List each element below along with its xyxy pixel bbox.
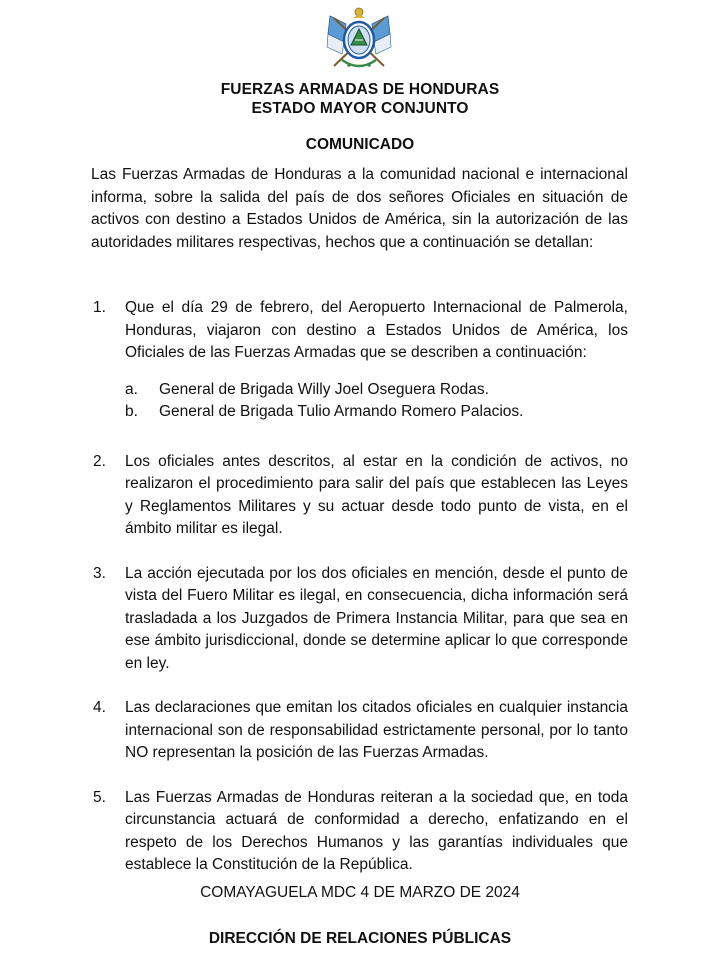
item-text: Las Fuerzas Armadas de Honduras reiteran a la sociedad que, en toda circunstancia actuará de conformidad a derecho, enfatizando en el respeto de los Derechos Humanos y las garantías individuales que establece la Constitución de la República.	[125, 788, 628, 873]
item-number: 4.	[93, 699, 106, 716]
org-title: FUERZAS ARMADAS DE HONDURAS	[220, 81, 500, 98]
sub-item-text: General de Brigada Willy Joel Oseguera Rodas.	[159, 380, 489, 398]
item-text: Las declaraciones que emitan los citados oficiales en cualquier instancia internacional son de responsabilidad estrictamente personal, por lo tanto NO representan la posición de las Fuerzas Armadas.	[125, 699, 628, 761]
sub-list	[125, 379, 628, 423]
sub-list-item	[125, 379, 628, 401]
document-heading: COMUNICADO	[305, 136, 415, 153]
item-number: 5.	[93, 788, 106, 806]
list-item	[91, 563, 628, 676]
numbered-list	[91, 297, 628, 877]
sub-item-letter: a.	[125, 380, 138, 398]
signature: DIRECCIÓN DE RELACIONES PÚBLICAS	[208, 930, 512, 947]
item-number: 1.	[93, 299, 106, 316]
place-date: COMAYAGUELA MDC 4 DE MARZO DE 2024	[200, 884, 520, 901]
list-item	[91, 451, 628, 541]
sub-item-letter: b.	[125, 402, 138, 420]
intro-paragraph: Las Fuerzas Armadas de Honduras a la comunidad nacional e internacional informa, sobre la salida del país de dos señores Oficiales en situación de activos con destino a Estados Unidos de América, sin la autorización de las autoridades militares respectivas, hechos que a continuación se detallan:	[91, 166, 628, 251]
org-subtitle: ESTADO MAYOR CONJUNTO	[251, 100, 469, 117]
item-number: 3.	[93, 564, 106, 582]
sub-list-item	[125, 401, 628, 423]
emblem-icon	[324, 4, 394, 74]
coat-of-arms-icon	[324, 4, 394, 74]
item-number: 2.	[93, 452, 106, 470]
item-text: La acción ejecutada por los dos oficiales en mención, desde el punto de vista del Fuero Militar es ilegal, en consecuencia, dicha información será trasladada a los Juzgados de Primera Instancia Militar, para que sea en ese ámbito jurisdiccional, donde se determine aplicar lo que corresponde en ley.	[125, 564, 628, 672]
list-item	[91, 297, 628, 423]
sub-item-text: General de Brigada Tulio Armando Romero Palacios.	[159, 402, 524, 420]
list-item	[91, 697, 628, 765]
item-text: Los oficiales antes descritos, al estar en la condición de activos, no realizaron el procedimiento para salir del país que establecen las Leyes y Reglamentos Militares y su actuar desde todo punto de vista, en el ámbito militar es ilegal.	[125, 452, 628, 537]
item-text: Que el día 29 de febrero, del Aeropuerto Internacional de Palmerola, Honduras, viajaron con destino a Estados Unidos de América, los Oficiales de las Fuerzas Armadas que se describen a continuación:	[125, 299, 628, 361]
list-item	[91, 787, 628, 877]
